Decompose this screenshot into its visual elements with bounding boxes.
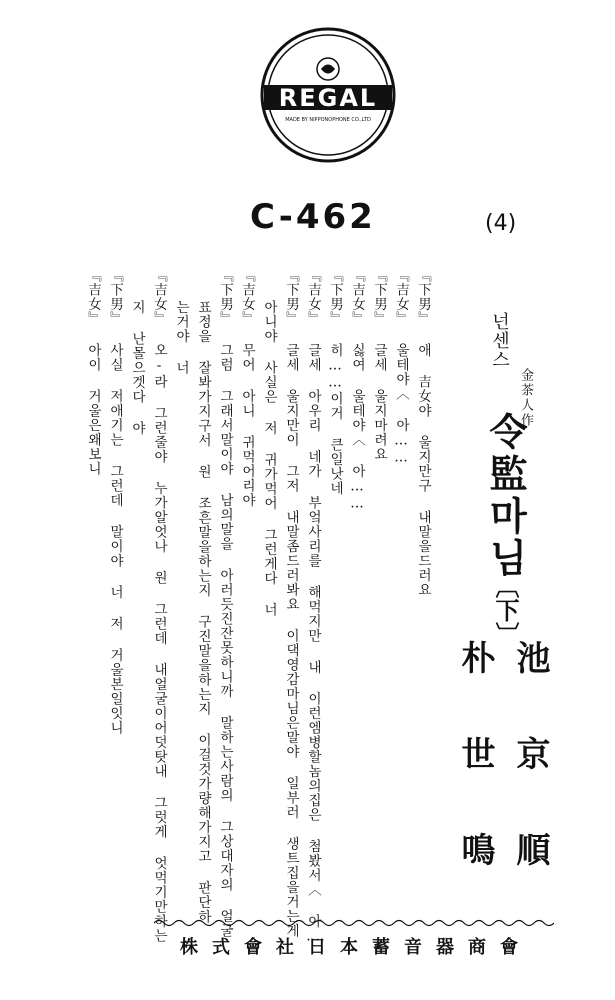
regal-logo [258,25,398,165]
script-line: 『下男』 히……이거 큰일낫네 [327,268,343,496]
script-line: 아니야 사실은 저 귀가먹어 그런게다 너 [261,300,277,617]
script-line: 『下男』 글세 울지만이 그저 내말좀드러봐요 이댁영감마님은말야 일부러 생트집을거는게 [283,268,299,938]
performer-1: 池京順 [510,640,550,928]
record-label-icon [258,25,398,165]
side-number: (4) [485,211,517,236]
part-label: 〔下〕 [491,574,520,646]
logo-brand-text: REGAL [278,84,378,112]
performer-2: 朴世鳴 [455,640,495,928]
script-line: 는거야 너 [173,300,189,375]
logo-small-text: MADE BY NIPPONOPHONE CO.,LTD [285,117,371,123]
script-line: 『吉女』 글세 아우리 네가 부엌사리를 해먹지만 내 이런엠병할놈의집은 첨봤서〈 아… [305,268,321,946]
script-line: 지 난몰으겟다 야 [129,300,145,436]
author: 金茶人作 [518,368,533,428]
record-number: C-462 [250,197,376,237]
script-line: 『吉女』 오-라 그런줄야 누가알엇나 원 그런데 내얼굴이어덧탓내 그럿게 엇먹기만하는 [151,268,167,943]
wavy-divider [154,918,554,928]
script-line: 『下男』 그럼 그래서말이야 남의말을 아러듯진잔못하니까 말하는사람의 그상대자의 얼굴 [217,268,233,938]
publisher-footer: 株式會社日本蓄音器商會 [180,937,532,958]
script-line: 표정을 잘봐가지구서 원 조흔말을하는지 구진말을하는지 이걸것가량해가지고 판단하 [195,300,211,924]
page-title: 令監마님 [483,412,528,580]
script-line: 『吉女』 무어 아니 귀먹어리야 [239,268,255,508]
script-line: 『下男』 글세 울지마려요 [371,268,387,462]
script-line: 『吉女』 울테야〈 아…… [393,268,409,467]
script-line: 『下男』 사실 저애기는 그런데 말이야 너 저 거울본일잇니 [107,268,123,735]
genre-label: 넌센스 [489,312,510,369]
script-line: 『吉女』 싫여 울테야〈 아…… [349,268,365,513]
script-line: 『下男』 애 吉女야 울지만구 내말을드러요 [415,268,431,597]
script-line: 『吉女』 아이 거울은왜보니 [85,268,101,476]
